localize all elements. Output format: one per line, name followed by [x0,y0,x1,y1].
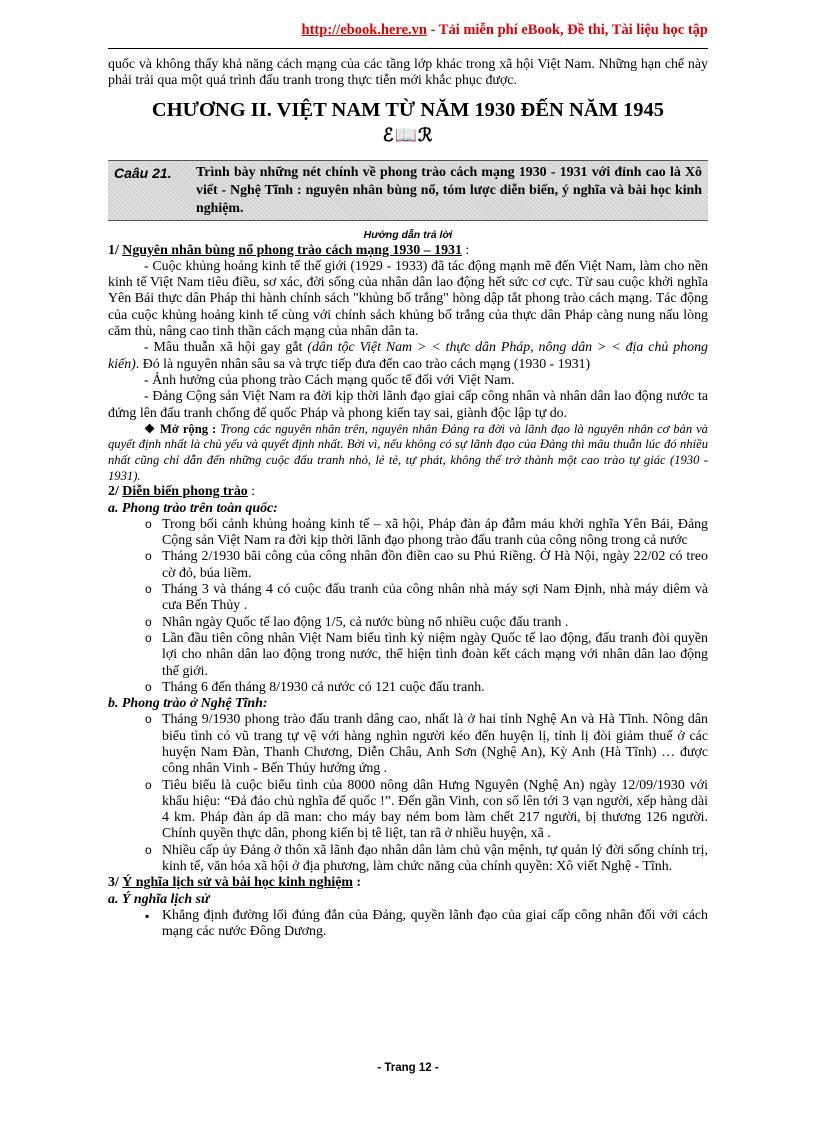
question-label: Caâu 21. [114,164,172,181]
page-content [108,57,708,941]
page-number: - Trang 12 - [377,1062,439,1074]
p2-part-a: - Mâu thuẫn xã hội gay gắt [144,340,308,356]
list-item: o Nhân ngày Quốc tế lao động 1/5, cả nước bùng nổ nhiều cuộc đấu tranh . [162,615,708,631]
answer-guide-title: Hướng dẫn trả lời [363,228,453,241]
header-link[interactable]: http://ebook.here.vn [301,22,427,38]
section-3a-list [108,908,708,941]
section-2a-list [108,517,708,696]
list-item: o Tháng 6 đến tháng 8/1930 cả nước có 121 cuộc đấu tranh. [162,680,708,696]
section-1-paragraph-2 [108,340,708,373]
question-text: Trình bày những nét chính về phong trào cách mạng 1930 - 1931 với đỉnh cao là Xô viết - Nghệ Tĩnh : nguyên nhân bùng nổ, tóm lược diễn biến, ý nghĩa và bài học kinh nghiệm. [196,164,702,216]
book-ornament-icon: ℰ📖ℛ [382,124,434,145]
list-item: ▪ Khẳng định đường lối đúng đắn của Đảng, quyền lãnh đạo của giai cấp công nhân đối với cách mạng các nước Đông Dương. [162,908,708,941]
header-text [302,22,708,39]
list-item: o Nhiều cấp ủy Đảng ở thôn xã lãnh đạo nhân dân làm chủ vận mệnh, tự quản lý đời sống chính trị, kinh tế, văn hóa xã hội ở địa phương, làm chức năng của chính quyền: Xô viết Nghệ - Tĩnh. [162,843,708,876]
section-1-paragraph-3: - Ảnh hưởng của phong trào Cách mạng quốc tế đối với Việt Nam. [144,372,515,388]
section-1-num: 1/ [108,242,123,258]
list-item: o Tháng 3 và tháng 4 có cuộc đấu tranh của công nhân nhà máy sợi Nam Định, nhà máy diêm và cưa Bến Thủy . [162,582,708,615]
section-1-title: Nguyên nhân bùng nổ phong trào cách mạng 1930 – 1931 [122,242,462,258]
p2-italic: (dân tộc Việt Nam > < thực dân Pháp, nông dân > < địa chủ phong kiến) [108,340,708,372]
section-2a-heading: a. Phong trào trên toàn quốc: [108,500,278,516]
p2-part-b: . Đó là nguyên nhân sâu sa và trực tiếp đưa đến cao trào cách mạng (1930 - 1931) [135,356,591,372]
section-2-num: 2/ [108,484,123,500]
section-2-title: Diễn biến phong trào [122,484,248,500]
expand-note [108,422,708,484]
expand-note-text: Trong các nguyên nhân trên, nguyên nhân Đảng ra đời và lãnh đạo là nguyên nhân cơ bản và quyết định nhất là chủ yếu và quyết định nhất. Bởi vì, nếu không có sự lãnh đạo của Đảng thì mâu thuẫn lúc đó nhiều nhất cũng chỉ dẫn đến những cuộc đấu tranh nhỏ, lẻ tẻ, tự phát, không thể trở thành một cao trào tự giác (1930 - 1931). [108,421,708,483]
header-tagline: - Tải miễn phí eBook, Đề thi, Tài liệu học tập [426,22,708,38]
section-2-colon: : [247,484,256,500]
section-1-colon: : [461,242,470,258]
section-2-heading [108,484,708,500]
chapter-title: CHƯƠNG II. VIỆT NAM TỪ NĂM 1930 ĐẾN NĂM 1945 [151,98,665,121]
list-item: o Trong bối cảnh khủng hoảng kinh tế – xã hội, Pháp đàn áp đẫm máu khởi nghĩa Yên Bái, Đảng Cộng sản Việt Nam ra đời kịp thời lãnh đạo phong trào đấu tranh của công nông trong cả nước [162,517,708,550]
intro-paragraph: quốc và không thấy khả năng cách mạng của các tầng lớp khác trong xã hội Việt Nam. Những hạn chế này phải trải qua một quá trình đấu tranh trong thực tiễn mới khắc phục được. [108,57,708,89]
section-1-paragraph-4: - Đảng Cộng sản Việt Nam ra đời kịp thời lãnh đạo giai cấp công nhân và nhân dân lao động nước ta đứng lên đấu tranh chống đế quốc Pháp và phong kiến tay sai, giành độc lập tự do. [108,389,708,421]
section-3-colon: : [352,875,362,891]
section-2b-list [108,712,708,875]
section-1-paragraph-1: - Cuộc khủng hoảng kinh tế thế giới (1929 - 1933) đã tác động mạnh mẽ đến Việt Nam, làm cho nền kinh tế Việt Nam tiêu điều, sơ xác, đời sống của nhân dân lao động hết sức cơ cực. Từ sau cuộc khởi nghĩa Yên Bái thực dân Pháp thi hành chính sách "khủng bố trắng" hòng dập tắt phong trào cách mạng. Tác động của cuộc khủng hoảng kinh tế cùng với chính sách khủng bố trắng của thực dân Pháp càng nung nấu lòng căm thù, nâng cao tinh thần cách mạng của nhân dân ta. [108,258,708,340]
question-box [108,160,708,221]
list-item: o Tháng 2/1930 bãi công của công nhân đồn điền cao su Phú Riềng. Ở Hà Nội, ngày 22/02 có treo cờ đỏ, búa liềm. [162,549,708,582]
section-2b-heading: b. Phong trào ở Nghệ Tĩnh: [108,696,268,712]
section-3a-heading: a. Ý nghĩa lịch sử [108,891,210,907]
expand-note-label: ❖ Mở rộng : [144,421,221,436]
list-item: o Tháng 9/1930 phong trào đấu tranh dâng cao, nhất là ở hai tỉnh Nghệ An và Hà Tĩnh. Nông dân biểu tình có vũ trang tự vệ với hàng nghìn người kéo đến huyện lị, tỉnh lị đòi giảm thuế ở các huyện Nam Đàn, Thanh Chương, Diễn Châu, Anh Sơn (Nghệ An), Kỳ Anh (Hà Tĩnh) … được công nhân Vinh - Bến Thủy hưởng ứng . [162,712,708,777]
list-item: o Tiêu biểu là cuộc biểu tình của 8000 nông dân Hưng Nguyên (Nghệ An) ngày 12/09/1930 với khẩu hiệu: “Đả đảo chủ nghĩa đế quốc !”. Đến gần Vinh, con số lên tới 3 vạn người, xếp hàng dài 4 km. Pháp đàn áp dã man: cho máy bay ném bom làm chết 217 người, bị thương 126 người. Chính quyền thực dân, phong kiến bị tê liệt, tan rã ở nhiều huyện, xã . [162,778,708,843]
section-3-num: 3/ [108,875,123,891]
page-header [108,18,708,49]
section-3-heading [108,875,708,891]
section-3-title: Ý nghĩa lịch sử và bài học kinh nghiệm [122,875,353,891]
list-item: o Lần đầu tiên công nhân Việt Nam biểu tình kỷ niệm ngày Quốc tế lao động, đấu tranh đòi quyền lợi cho nhân dân lao động trong nước, thể hiện tình đoàn kết cách mạng với nhân dân lao động thế giới. [162,631,708,680]
section-1-heading [108,243,708,259]
